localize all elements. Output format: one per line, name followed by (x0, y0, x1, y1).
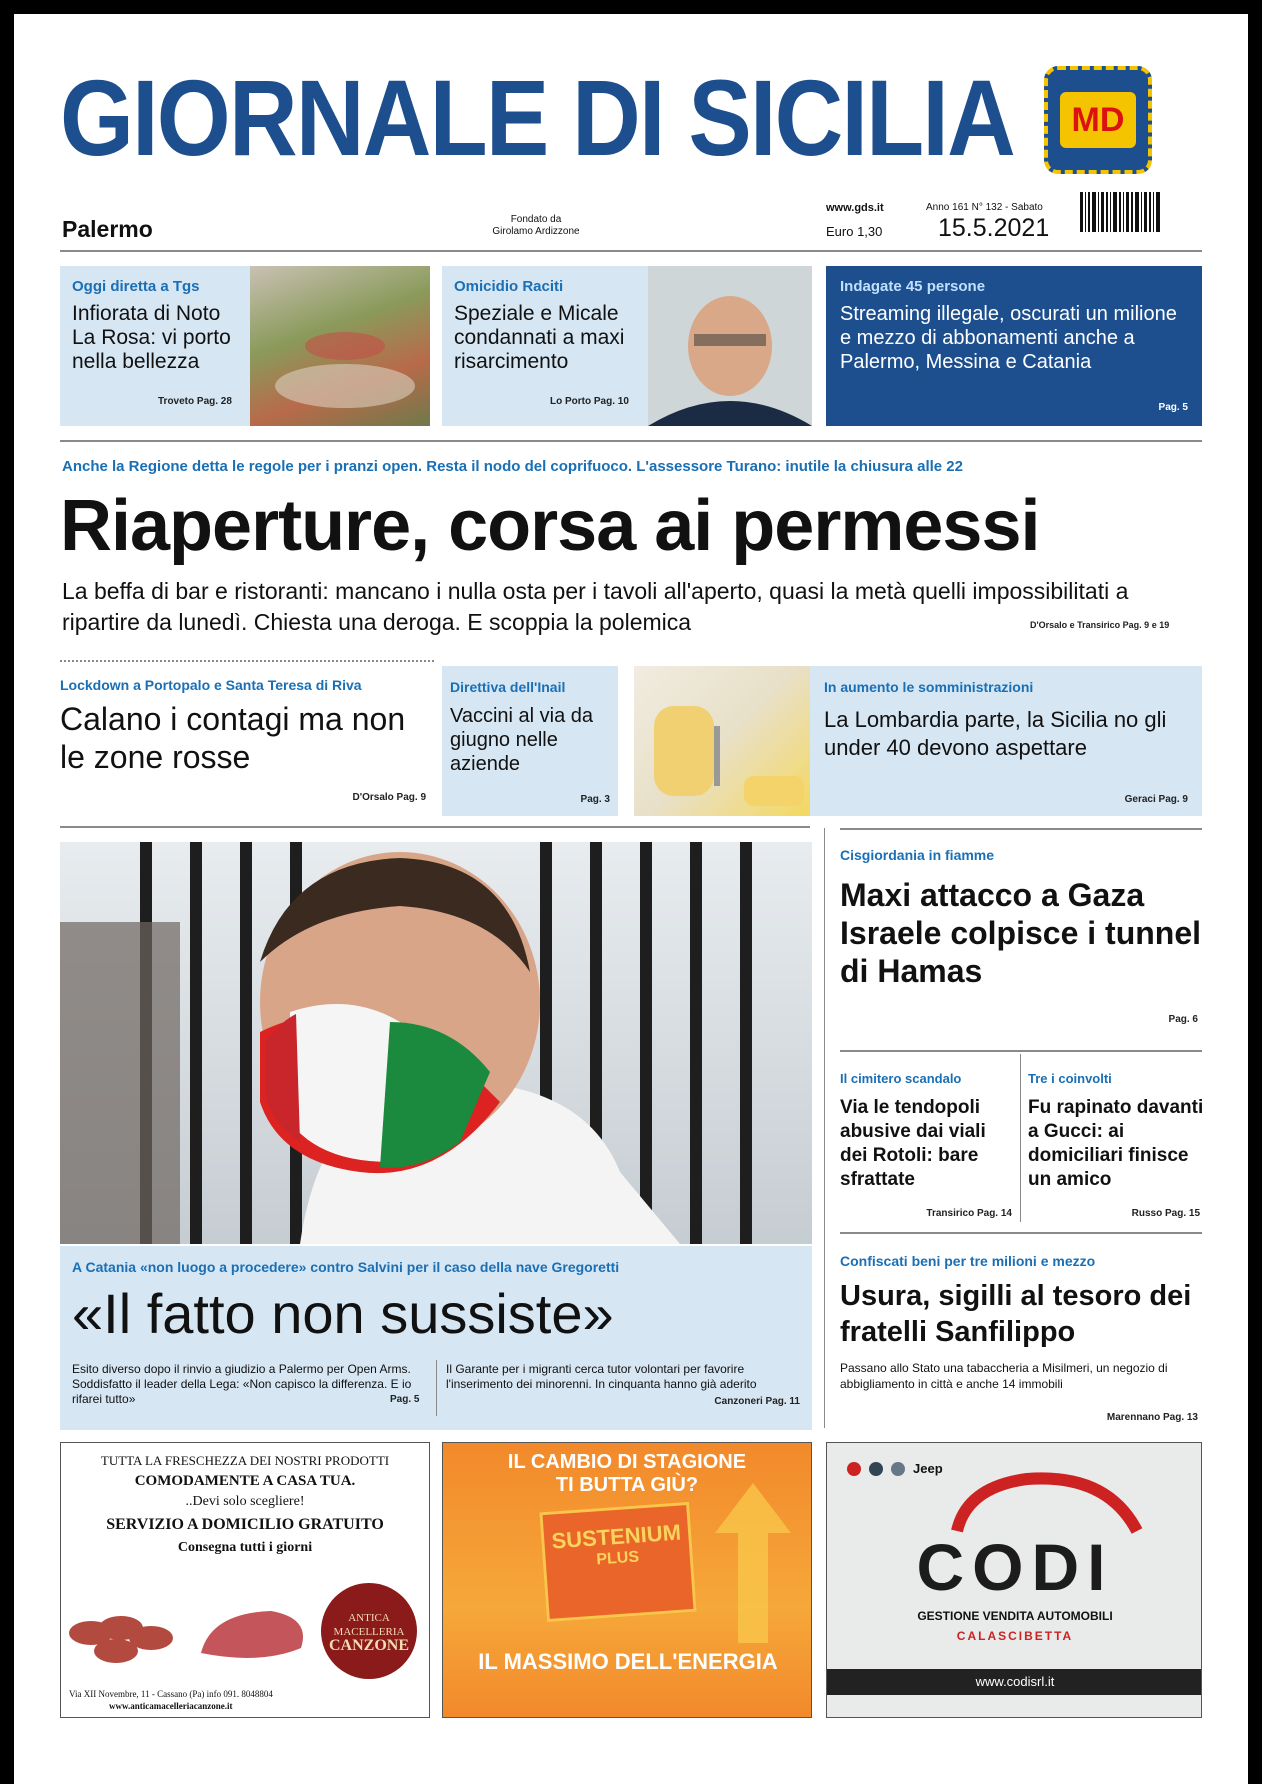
infiorata-photo (250, 266, 430, 426)
story-text: Vaccini al via da giugno nelle aziende (450, 705, 594, 775)
ad-codi[interactable] (826, 1442, 1202, 1718)
story-text: Via le tendopoli abusive dai viali dei Rotoli: bare sfrattate (840, 1097, 986, 1190)
brand-badge-icon (847, 1462, 861, 1476)
right-col-rule (840, 1050, 1202, 1052)
story-text: Calano i contagi ma non le zone rosse (60, 701, 406, 775)
brand-line1: ANTICA MACELLERIA (333, 1612, 405, 1638)
ad-web[interactable]: www.codisrl.it (827, 1669, 1202, 1695)
ad-line: CALASCIBETTA (956, 1629, 1074, 1643)
brand-badge-icon (869, 1462, 883, 1476)
story-headline: Maxi attacco a Gaza Israele colpisce i tunnel di Hamas (840, 877, 1202, 989)
founded-note (476, 214, 596, 238)
raciti-portrait (648, 266, 812, 426)
ad-web[interactable]: www.anticamacelleriacanzone.it (109, 1701, 233, 1711)
ad-tagline: IL MASSIMO DELL'ENERGIA (478, 1649, 778, 1674)
story-col1: Esito diverso dopo il rinvio a giudizio a Palermo per Open Arms. Soddisfatto il leader della Lega: «Non capisco la differenza. E io rifarei tutto» (72, 1362, 412, 1406)
vaccine-photo (634, 666, 810, 816)
arrow-up-icon (713, 1483, 793, 1643)
story-kicker: A Catania «non luogo a procedere» contro Salvini per il caso della nave Gregoretti (72, 1259, 620, 1275)
story-ref: Pag. 6 (1168, 1014, 1198, 1025)
story-text: Fu rapinato davanti a Gucci: ai domiciliari finisce un amico (1028, 1097, 1204, 1190)
story-text: Passano allo Stato una tabaccheria a Misilmeri, un negozio di abbigliamento in città e anche 14 immobili (840, 1361, 1168, 1391)
right-col-top-rule (840, 828, 1202, 830)
story-ref: Russo Pag. 15 (1131, 1208, 1200, 1219)
barcode (1080, 192, 1164, 238)
masthead-title[interactable]: GIORNALE DI SICILIA (60, 57, 1014, 178)
teaser-raciti[interactable] (442, 266, 812, 426)
teaser-kicker: Omicidio Raciti (454, 278, 564, 295)
right-col-divider (824, 828, 825, 1428)
salvini-photo (60, 842, 812, 1244)
edition-label: Palermo (62, 216, 153, 242)
codi-logo: CODI (916, 1530, 1114, 1604)
story-ref: D'Orsalo Pag. 9 (352, 792, 426, 803)
lead-kicker: Anche la Regione detta le regole per i pranzi open. Resta il nodo del coprifuoco. L'assessore Turano: inutile la chiusura alle 22 (62, 458, 963, 475)
story-cimitero[interactable] (840, 1070, 1016, 1228)
story-headline: Usura, sigilli al tesoro dei fratelli Sanfilippo (840, 1280, 1192, 1348)
product-name: SUSTENIUM (550, 1519, 682, 1554)
brand-line2: CANZONE (328, 1637, 409, 1654)
masthead-rule (60, 250, 1202, 252)
teaser-ref: Lo Porto Pag. 10 (550, 396, 629, 407)
product-box (539, 1502, 696, 1622)
teaser-infiorata[interactable] (60, 266, 430, 426)
product-sub: PLUS (595, 1548, 640, 1569)
md-logo-text: MD (1060, 92, 1136, 148)
story-gucci[interactable] (1028, 1070, 1204, 1228)
ad-line: ..Devi solo scegliere! (185, 1494, 305, 1509)
story-col1-ref: Pag. 5 (390, 1394, 420, 1405)
story-contagi[interactable] (60, 676, 434, 816)
right-col-rule-2 (840, 1232, 1202, 1234)
jeep-label: Jeep (913, 1461, 943, 1476)
story-lombardia[interactable] (810, 666, 1202, 816)
story-kicker: Il cimitero scandalo (840, 1071, 962, 1086)
story-kicker: Confiscati beni per tre milioni e mezzo (840, 1253, 1096, 1269)
teaser-rule (60, 440, 1202, 442)
story-kicker: Lockdown a Portopalo e Santa Teresa di Riva (60, 677, 362, 693)
issue-info: Anno 161 N° 132 - Sabato (926, 202, 1043, 213)
ad-line: TI BUTTA GIÙ? (555, 1474, 699, 1496)
macelleria-logo (321, 1583, 417, 1679)
story-kicker: Tre i coinvolti (1028, 1071, 1112, 1086)
story-kicker: In aumento le somministrazioni (824, 679, 1034, 695)
teaser-kicker: Oggi diretta a Tgs (72, 278, 200, 295)
story-kicker: Direttiva dell'Inail (450, 679, 566, 695)
story-salvini[interactable] (60, 1246, 812, 1430)
teaser-streaming[interactable] (826, 266, 1202, 426)
front-page (14, 14, 1248, 1784)
founded-line1: Fondato da (510, 214, 562, 225)
car-outline-icon (947, 1467, 1147, 1537)
price: Euro 1,30 (826, 224, 883, 239)
ad-address: Via XII Novembre, 11 - Cassano (Pa) info 091. 8048804 (69, 1689, 273, 1699)
right-col-split (1020, 1054, 1021, 1222)
teaser-ref: Troveto Pag. 28 (158, 396, 232, 407)
story-usura[interactable] (840, 1252, 1202, 1432)
ad-line: TUTTA LA FRESCHEZZA DEI NOSTRI PRODOTTI (100, 1453, 390, 1468)
issue-date: 15.5.2021 (938, 214, 1050, 242)
row2-rule (60, 826, 810, 828)
ad-line: Consegna tutti i giorni (177, 1540, 313, 1555)
ad-line: COMODAMENTE A CASA TUA. (134, 1473, 356, 1489)
story-col2-ref: Canzoneri Pag. 11 (714, 1396, 800, 1407)
story-divider (436, 1360, 437, 1416)
story-kicker: Cisgiordania in fiamme (840, 847, 995, 863)
ad-line: GESTIONE VENDITA AUTOMOBILI (917, 1609, 1113, 1623)
row2-dotted-rule (60, 660, 434, 662)
story-col2: Il Garante per i migranti cerca tutor volontari per favorire l'inserimento dei minorenni. In cinquanta hanno già aderito (446, 1362, 757, 1391)
ad-macelleria[interactable] (60, 1442, 430, 1718)
meat-illustration (61, 1593, 321, 1673)
ad-line: IL CAMBIO DI STAGIONE (507, 1451, 747, 1473)
teaser-ref: Pag. 5 (1158, 402, 1188, 413)
story-ref: Marennano Pag. 13 (1106, 1412, 1198, 1423)
md-sponsor-logo[interactable] (1044, 66, 1152, 174)
teaser-kicker: Indagate 45 persone (840, 278, 986, 295)
car-brands (847, 1461, 943, 1476)
lead-summary: La beffa di bar e ristoranti: mancano i nulla osta per i tavoli all'aperto, quasi la metà quelli impossibilitati a ripartire da lunedì. Chiesta una deroga. E scoppia la polemica (62, 578, 1129, 635)
story-inail[interactable] (442, 666, 618, 816)
founded-line2: Girolamo Ardizzone (492, 226, 580, 237)
lead-ref: D'Orsalo e Transirico Pag. 9 e 19 (1030, 620, 1170, 630)
ad-sustenium[interactable] (442, 1442, 812, 1718)
teaser-text: Infiorata di Noto La Rosa: vi porto nella bellezza (72, 302, 231, 373)
story-ref: Transirico Pag. 14 (926, 1208, 1012, 1219)
website[interactable]: www.gds.it (826, 202, 884, 214)
ad-line: SERVIZIO A DOMICILIO GRATUITO (106, 1516, 384, 1533)
teaser-text: Streaming illegale, oscurati un milione e mezzo di abbonamenti anche a Palermo, Messina e Catania (840, 303, 1177, 373)
teaser-text: Speziale e Micale condannati a maxi risarcimento (454, 302, 625, 373)
lead-headline[interactable]: Riaperture, corsa ai permessi (60, 486, 1040, 566)
story-gaza[interactable] (840, 846, 1202, 1032)
brand-badge-icon (891, 1462, 905, 1476)
story-headline: «Il fatto non sussiste» (72, 1282, 614, 1345)
story-text: La Lombardia parte, la Sicilia no gli under 40 devono aspettare (824, 707, 1167, 760)
story-ref: Pag. 3 (580, 794, 610, 805)
story-ref: Geraci Pag. 9 (1124, 794, 1188, 805)
